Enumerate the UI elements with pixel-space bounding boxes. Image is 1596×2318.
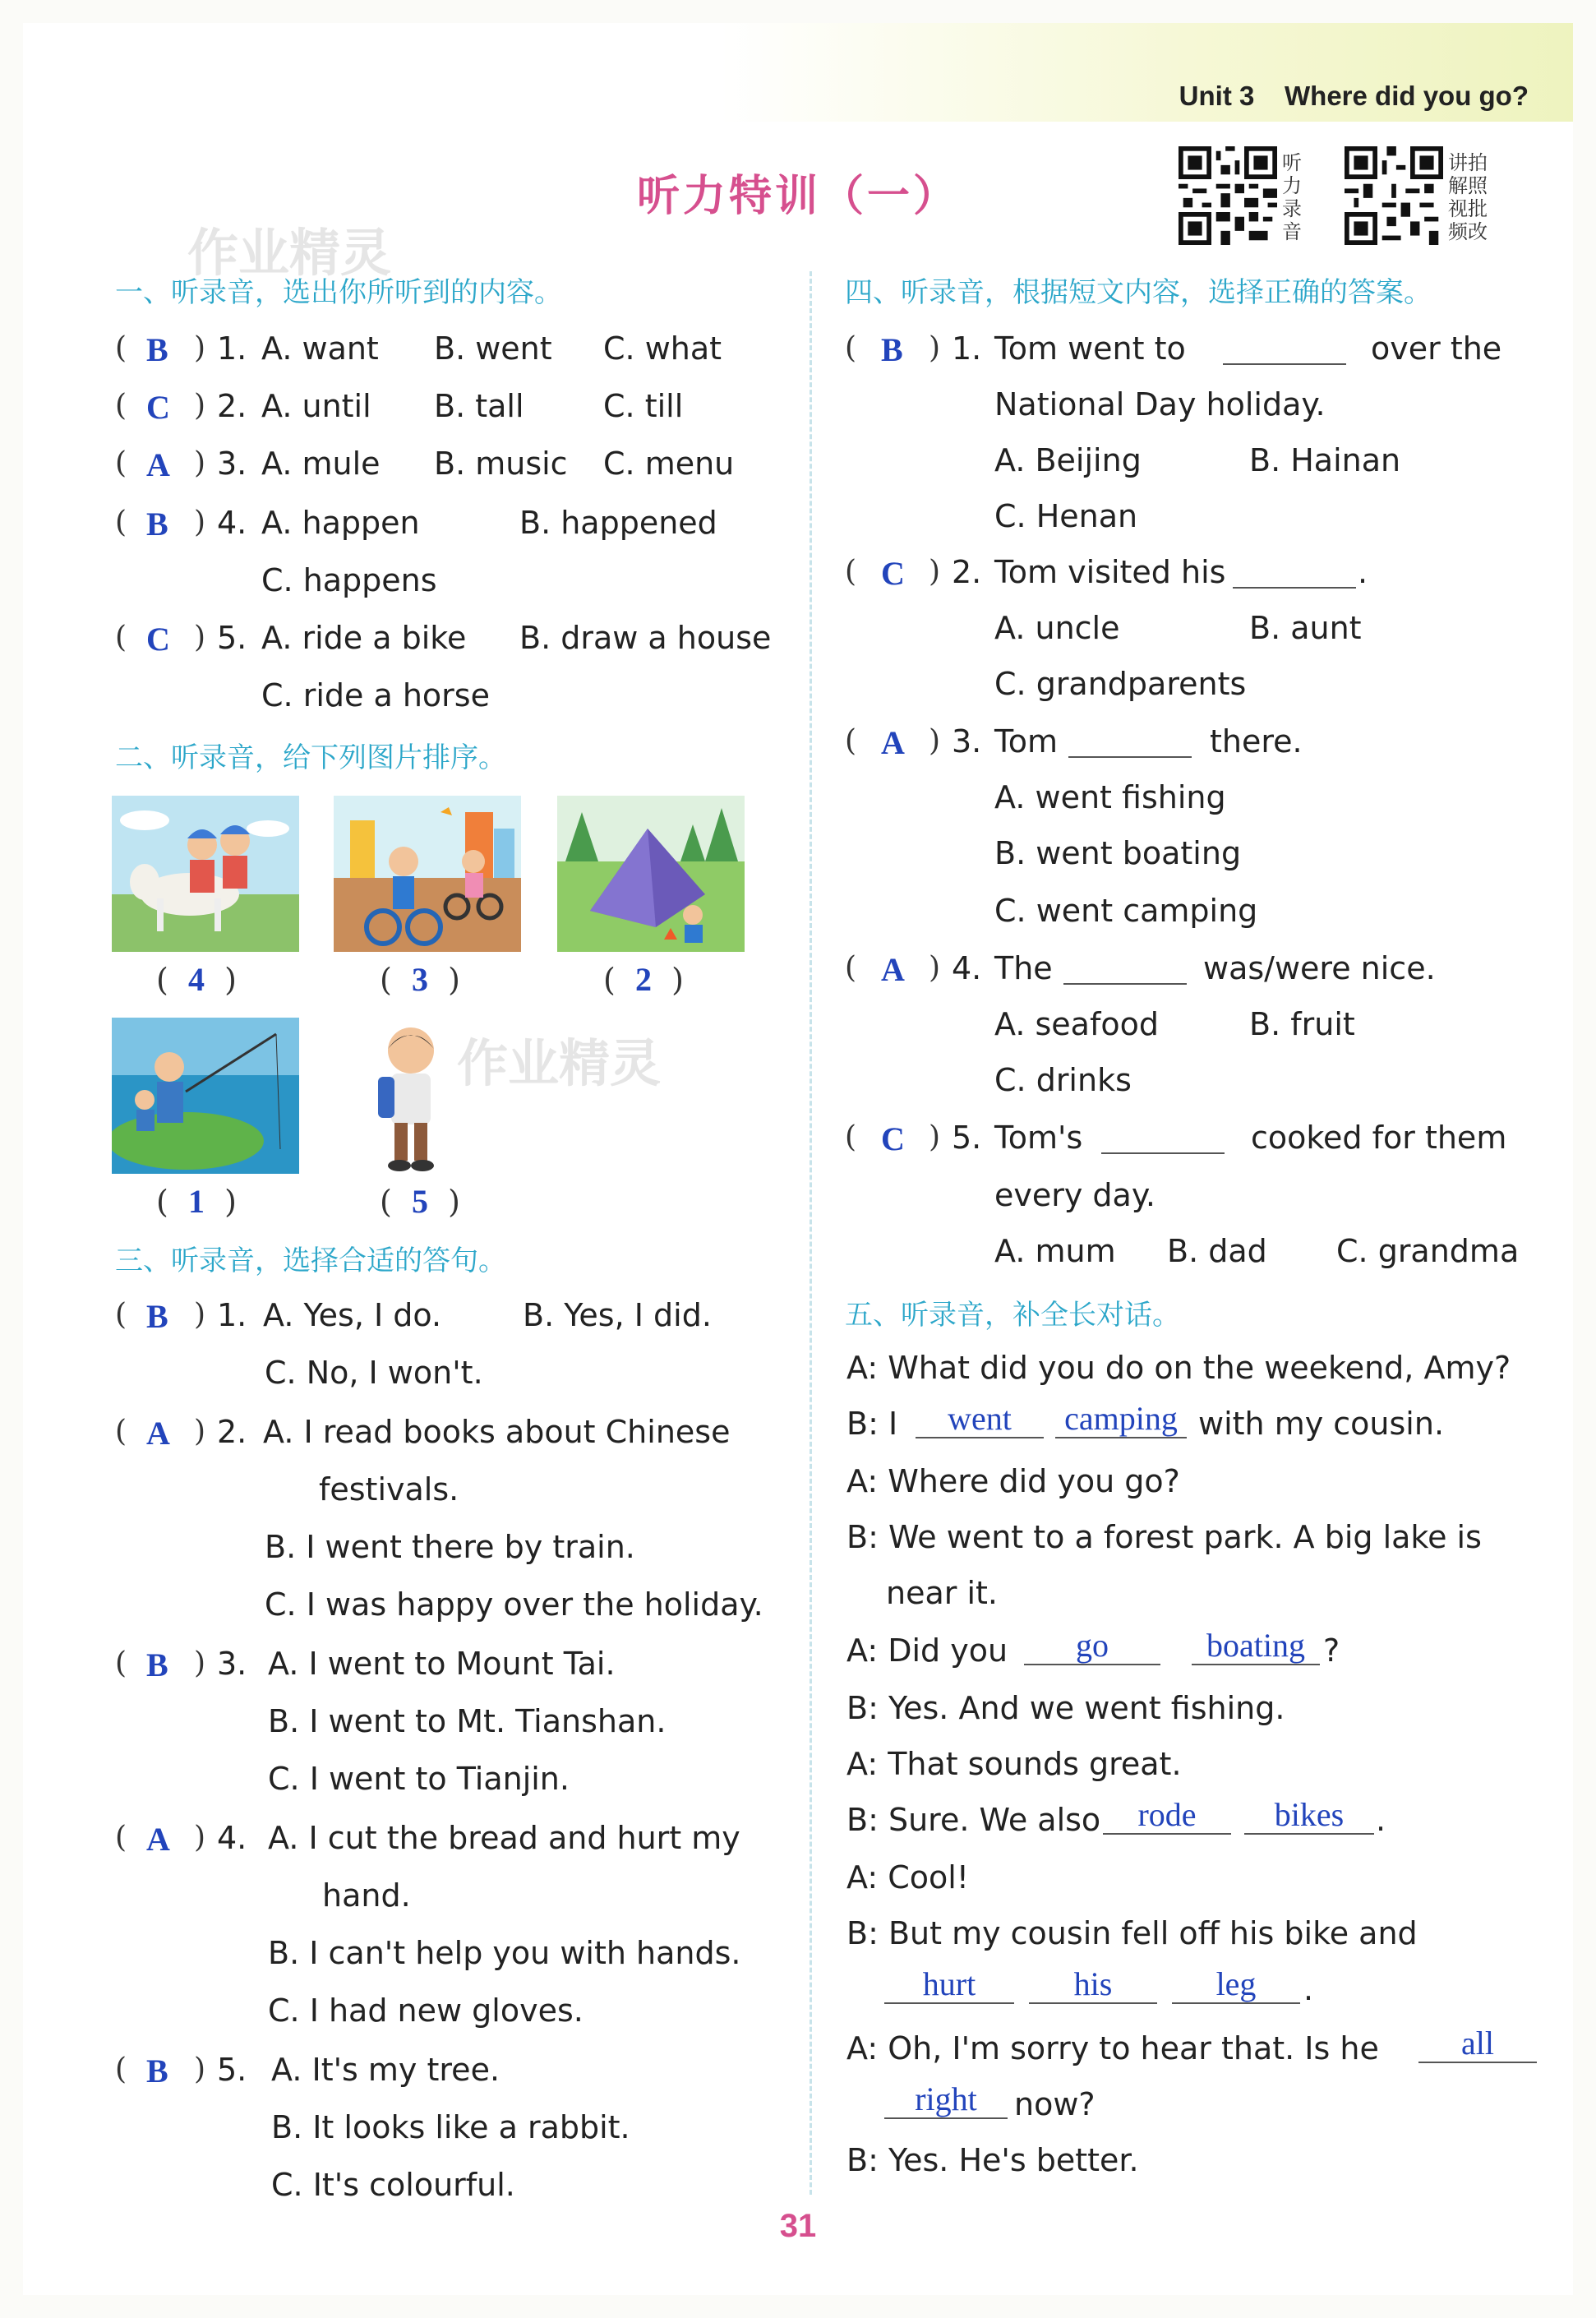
s1-question-3: ( A ) 3. A. mule B. music C. menu <box>115 446 735 483</box>
qr-video-label: 讲拍解照视批频改 <box>1448 151 1488 243</box>
s3-q5-option-b: B. It looks like a rabbit. <box>271 2109 630 2145</box>
s1-q2-option-a: A. until <box>261 388 371 424</box>
s1-q1-option-c: C. what <box>603 330 722 367</box>
camping-tent-picture <box>557 796 745 952</box>
watermark: 作业精灵 <box>187 223 392 283</box>
blank-hurt: hurt <box>884 1966 1014 2004</box>
s4-q5-option-c: C. grandma <box>1336 1233 1520 1269</box>
blank-his: his <box>1029 1966 1157 2004</box>
dialogue-line-13: right now? <box>884 2085 1377 2129</box>
dialogue-line-10: B: But my cousin fell off his bike and <box>846 1915 1418 1951</box>
blank-go: go <box>1024 1628 1160 1665</box>
blank-camping: camping <box>1055 1401 1187 1438</box>
s1-q3-option-b: B. music <box>434 446 568 482</box>
dialogue-line-11: hurt his leg . <box>884 1969 1558 2014</box>
s4-question-3: ( A ) 3. Tom there. <box>845 723 1303 761</box>
qr-code-audio-icon[interactable] <box>1179 146 1277 245</box>
s4-q1-answer: B <box>881 331 903 368</box>
s3-q3-option-a: A. I went to Mount Tai. <box>268 1646 616 1682</box>
s4-q3-option-c: C. went camping <box>994 893 1258 929</box>
s3-q2-answer: A <box>146 1415 170 1452</box>
fishing-picture <box>112 1018 299 1174</box>
s1-q2-answer: C <box>146 389 170 426</box>
s4-q3-option-b: B. went boating <box>994 835 1242 871</box>
column-divider <box>810 271 812 2195</box>
s4-q5-cont: every day. <box>994 1177 1155 1213</box>
order-answer-4: 1 <box>187 1183 205 1220</box>
s3-q1-option-a: A. Yes, I do. <box>263 1297 442 1333</box>
s1-question-2: ( C ) 2. A. until B. tall C. till <box>115 388 684 426</box>
s3-q5-answer: B <box>146 2052 168 2089</box>
boy-with-backpack-picture <box>345 1018 477 1174</box>
s3-q1-option-b: B. Yes, I did. <box>523 1297 712 1333</box>
s4-q2-options-ab <box>994 608 1504 649</box>
s4-q1-option-a: A. Beijing <box>994 442 1142 478</box>
s1-q4-answer: B <box>146 506 168 543</box>
section5-heading: 五、听录音，补全长对话。 <box>845 1299 1180 1332</box>
section2-heading: 二、听录音，给下列图片排序。 <box>115 741 506 774</box>
dialogue-line-6: B: Yes. And we went fishing. <box>846 1690 1285 1726</box>
dialogue-line-14: B: Yes. He's better. <box>846 2142 1139 2178</box>
s4-q4-option-b: B. fruit <box>1249 1006 1355 1042</box>
s4-q4-options-ab <box>994 1004 1504 1046</box>
s3-question-5: ( B ) 5. A. It's my tree. <box>115 2052 500 2089</box>
s4-q4-blank <box>1063 950 1187 985</box>
dialogue-line-4-cont: near it. <box>886 1575 998 1611</box>
s3-q3-option-b: B. I went to Mt. Tianshan. <box>268 1703 667 1739</box>
s3-q3-answer: B <box>146 1646 168 1683</box>
s4-q3-answer: A <box>881 724 905 761</box>
s4-q3-blank <box>1068 723 1192 758</box>
s1-q3-option-c: C. menu <box>603 446 735 482</box>
s4-q4-answer: A <box>881 951 905 988</box>
order-paren-3: ( 2 ) <box>603 961 684 998</box>
s3-question-2: ( A ) 2. A. I read books about Chinese <box>115 1414 731 1452</box>
s3-q5-option-c: C. It's colourful. <box>271 2167 515 2203</box>
s1-q4-option-b: B. happened <box>519 505 717 541</box>
s1-q5-answer: C <box>146 621 170 658</box>
cycling-picture <box>334 796 521 952</box>
s3-question-3: ( B ) 3. A. I went to Mount Tai. <box>115 1646 616 1683</box>
s1-q5-option-a: A. ride a bike <box>261 620 467 656</box>
s1-q5-option-c: C. ride a horse <box>261 677 490 713</box>
s3-q2-option-a: A. I read books about Chinese <box>263 1414 731 1450</box>
s4-q5-option-a: A. mum <box>994 1233 1116 1269</box>
section3-heading: 三、听录音，选择合适的答句。 <box>115 1244 506 1277</box>
blank-leg: leg <box>1172 1966 1300 2004</box>
s1-q1-answer: B <box>146 331 168 368</box>
qr-code-video-icon[interactable] <box>1345 146 1443 245</box>
s1-q2-option-c: C. till <box>603 388 684 424</box>
s4-q1-option-b: B. Hainan <box>1249 442 1401 478</box>
s4-q4-option-a: A. seafood <box>994 1006 1159 1042</box>
s4-question-4: ( A ) 4. The was/were nice. <box>845 950 1436 988</box>
s4-q2-option-c: C. grandparents <box>994 666 1247 702</box>
s3-q1-answer: B <box>146 1298 168 1335</box>
order-answer-3: 2 <box>634 961 652 998</box>
dialogue-line-5: A: Did you go boating ? <box>846 1627 1340 1669</box>
s1-q3-option-a: A. mule <box>261 446 381 482</box>
qr-audio-label: 听力录音 <box>1282 151 1302 243</box>
dialogue-line-1: A: What did you do on the weekend, Amy? <box>846 1350 1511 1386</box>
s1-q4-option-c: C. happens <box>261 562 437 598</box>
s4-q4-option-c: C. drinks <box>994 1062 1132 1098</box>
s4-q1-cont: National Day holiday. <box>994 386 1326 423</box>
s3-q2-option-b: B. I went there by train. <box>265 1529 635 1565</box>
order-paren-5: ( 5 ) <box>380 1183 460 1220</box>
order-answer-1: 4 <box>187 961 205 998</box>
order-paren-4: ( 1 ) <box>156 1183 237 1220</box>
order-answer-2: 3 <box>411 961 428 998</box>
s3-question-1: ( B ) 1. A. Yes, I do. B. Yes, I did. <box>115 1297 712 1335</box>
s1-q2-option-b: B. tall <box>434 388 524 424</box>
blank-rode: rode <box>1103 1797 1231 1835</box>
s3-q4-option-b: B. I can't help you with hands. <box>268 1935 741 1971</box>
blank-all: all <box>1418 2025 1537 2063</box>
dialogue-line-2: B: I went camping with my cousin. <box>846 1400 1445 1442</box>
order-paren-2: ( 3 ) <box>380 961 460 998</box>
s3-q1-option-c: C. No, I won't. <box>265 1355 483 1391</box>
watermark-2: 作业精灵 <box>457 1033 662 1093</box>
section1-heading: 一、听录音，选出你所听到的内容。 <box>115 276 562 309</box>
s4-q1-blank <box>1223 330 1346 365</box>
page-number: 31 <box>779 2208 817 2244</box>
s1-question-4: ( B ) 4. A. happen B. happened <box>115 505 717 543</box>
s1-question-5: ( C ) 5. A. ride a bike B. draw a house <box>115 620 772 658</box>
dialogue-line-12: A: Oh, I'm sorry to hear that. Is he all <box>846 2029 1570 2073</box>
dialogue-line-7: A: That sounds great. <box>846 1746 1182 1782</box>
s3-q4-option-c: C. I had new gloves. <box>268 1992 584 2029</box>
order-answer-5: 5 <box>411 1183 428 1220</box>
s1-q1-option-b: B. went <box>434 330 552 367</box>
s3-q2-option-a-cont: festivals. <box>319 1471 459 1508</box>
s1-q3-answer: A <box>146 446 170 483</box>
blank-boating: boating <box>1192 1628 1320 1665</box>
s4-q5-answer: C <box>881 1120 905 1157</box>
s1-q1-option-a: A. want <box>261 330 379 367</box>
s4-q3-option-a: A. went fishing <box>994 779 1226 815</box>
s3-q5-option-a: A. It's my tree. <box>271 2052 500 2088</box>
s4-q2-option-b: B. aunt <box>1249 610 1362 646</box>
s4-question-1: ( B ) 1. Tom went to over the <box>845 330 1502 368</box>
blank-right: right <box>884 2081 1008 2119</box>
dialogue-line-3: A: Where did you go? <box>846 1463 1180 1499</box>
s4-q1-option-c: C. Henan <box>994 498 1138 534</box>
s4-q5-blank <box>1101 1120 1225 1154</box>
s3-question-4: ( A ) 4. A. I cut the bread and hurt my <box>115 1820 740 1858</box>
s3-q4-answer: A <box>146 1821 170 1858</box>
blank-bikes: bikes <box>1244 1797 1374 1835</box>
s4-q2-answer: C <box>881 555 905 592</box>
dialogue-line-8: B: Sure. We also rode bikes . <box>846 1796 1386 1838</box>
dialogue-line-9: A: Cool! <box>846 1859 970 1895</box>
horse-riding-picture <box>112 796 299 952</box>
s4-q5-options <box>994 1231 1537 1272</box>
s4-q5-option-b: B. dad <box>1167 1233 1267 1269</box>
dialogue-line-4: B: We went to a forest park. A big lake is <box>846 1519 1482 1555</box>
blank-went: went <box>916 1401 1044 1438</box>
s4-question-5: ( C ) 5. Tom's cooked for them <box>845 1120 1507 1157</box>
s3-q4-option-a: A. I cut the bread and hurt my <box>268 1820 740 1856</box>
section4-heading: 四、听录音，根据短文内容，选择正确的答案。 <box>845 276 1432 309</box>
s4-question-2: ( C ) 2. Tom visited his . <box>845 554 1368 592</box>
s3-q4-option-a-cont: hand. <box>322 1877 411 1914</box>
page-title: 听力特训（一） <box>636 172 959 221</box>
s4-q2-option-a: A. uncle <box>994 610 1120 646</box>
s3-q2-option-c: C. I was happy over the holiday. <box>265 1586 763 1623</box>
unit-header: Unit 3 Where did you go? <box>1179 81 1529 111</box>
s1-q5-option-b: B. draw a house <box>519 620 772 656</box>
order-paren-1: ( 4 ) <box>156 961 237 998</box>
s4-q2-blank <box>1233 554 1356 589</box>
s4-q1-options-ab <box>994 441 1504 482</box>
s1-question-1: ( B ) 1. A. want B. went C. what <box>115 330 722 368</box>
s3-q3-option-c: C. I went to Tianjin. <box>268 1761 570 1797</box>
s1-q4-option-a: A. happen <box>261 505 420 541</box>
